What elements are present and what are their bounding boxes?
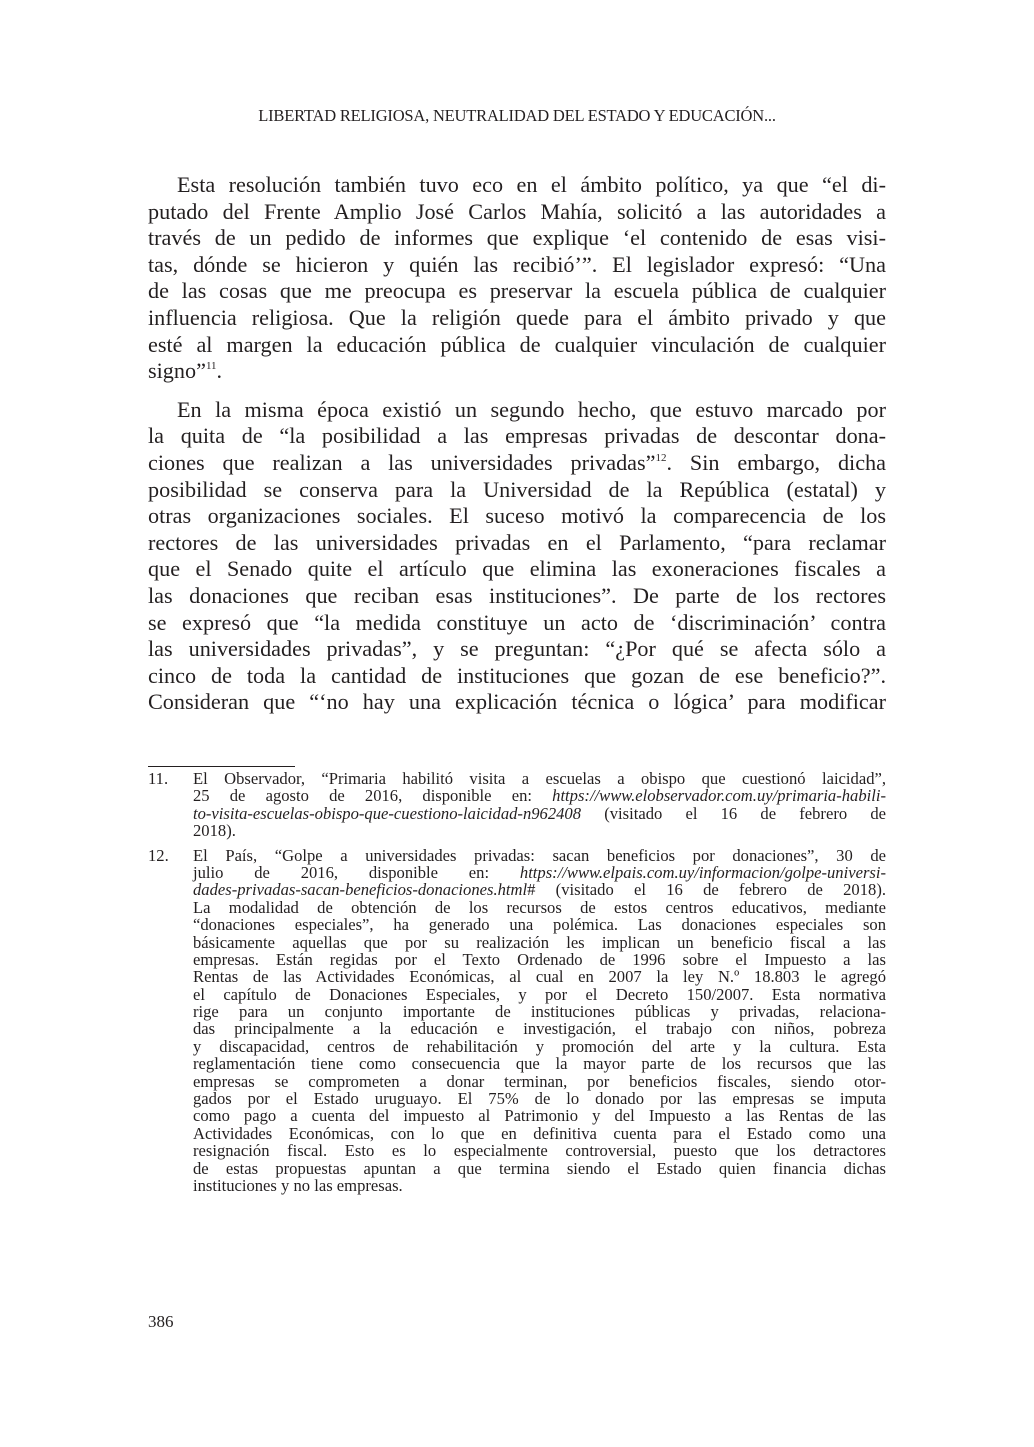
footnote-line: como pago a cuenta del impuesto al Patrimonio y del Impuesto a las Rentas de las [193,1106,886,1126]
footnote-line: y discapacidad, centros de rehabilitación y promoción del arte y la cultura. Esta [193,1036,886,1056]
text-line: de las cosas que me preocupa es preservar la escuela pública de cualquier [148,278,886,304]
text-line: posibilidad se conserva para la Universidad de la República (estatal) y [148,476,886,502]
source-url[interactable]: dades-privadas-sacan-beneficios-donaciones.html [193,880,528,900]
footnote-line: resignación fiscal. Esto es lo especialmente controversial, puesto que los detractores [193,1141,886,1161]
footnote-line: rige para un conjunto importante de instituciones públicas y privadas, relaciona- [193,1002,886,1022]
footnotes [148,770,886,1194]
text-fragment: 25 de agosto de 2016, disponible en: [193,786,553,806]
footnote-line: básicamente aquellas que por su realización les implican un beneficio fiscal a las [193,932,886,952]
text-line: En la misma época existió un segundo hecho, que estuvo marcado por [177,396,886,422]
text-line: cinco de toda la cantidad de instituciones que gozan de ese beneficio?”. [148,662,886,688]
text-line: se expresó que “la medida constituye un acto de ‘discriminación’ contra [148,609,886,635]
footnote-line [193,787,886,804]
text-fragment: ciones que realizan a las universidades privadas” [148,449,656,475]
text-line: las universidades privadas”, y se preguntan: “¿Por qué se afecta sólo a [148,636,886,662]
footnote-11 [148,770,886,840]
footnote-line: gados por el Estado uruguayo. El 75% de lo donado por las empresas se imputa [193,1089,886,1109]
footnote-line: el capítulo de Donaciones Especiales, y por el Decreto 150/2007. Esta normativa [193,984,886,1004]
text-line: Esta resolución también tuvo eco en el ámbito político, ya que “el di- [177,172,886,197]
text-fragment: signo” [148,358,206,384]
text-line: través de un pedido de informes que explique ‘el contenido de esas visi- [148,225,886,251]
text-line: la quita de “la posibilidad a las empresas privadas de descontar dona- [148,423,886,449]
footnote-line: reglamentación tiene como consecuencia que la mayor parte de los recursos que las [193,1054,886,1074]
text-fragment: . Sin embargo, dicha [666,449,886,475]
footnote-number: 11. [148,769,169,788]
footnote-12 [148,847,886,1195]
footnote-line: La modalidad de obtención de los recursos de estos centros educativos, mediante [193,897,886,917]
running-head: LIBERTAD RELIGIOSA, NEUTRALIDAD DEL ESTADO Y EDUCACIÓN... [258,106,776,125]
page-number: 386 [148,1312,174,1331]
text-fragment: . [216,358,223,384]
footnote-ref-11[interactable]: 11 [205,360,217,373]
footnote-ref-12[interactable]: 12 [655,451,667,464]
text-line: influencia religiosa. Que la religión quede para el ámbito privado y que [148,304,886,330]
footnote-line [193,805,886,822]
footnote-line: 2018). [193,821,236,841]
source-url[interactable]: https://www.elpais.com.uy/informacion/golpe-universi- [519,862,886,882]
source-url[interactable]: to-visita-escuelas-obispo-que-cuestiono-laicidad-n962408 [193,803,582,823]
text-line: que el Senado quite el artículo que elimina las exoneraciones fiscales a [148,556,886,582]
text-line: tas, dónde se hicieron y quién las recibió’”. El legislador expresó: “Una [148,251,886,277]
text-line [148,358,886,385]
footnote-separator [148,766,295,767]
paragraph-1 [148,172,886,385]
footnote-line: empresas se comprometen a donar terminan, por beneficios fiscales, siendo otor- [193,1071,886,1091]
footnote-line [193,864,886,881]
text-line [148,450,886,477]
footnote-line: Actividades Económicas, con lo que en definitiva cuenta para el Estado como una [193,1123,886,1143]
footnote-line: empresas. Están regidas por el Texto Ordenado de 1996 sobre el Impuesto a las [193,949,886,969]
text-line: putado del Frente Amplio José Carlos Mahía, solicitó a las autoridades a [148,198,886,224]
text-fragment: (visitado el 16 de febrero de [581,803,886,823]
footnote-line: das principalmente a la educación e investigación, el trabajo con niños, pobreza [193,1019,886,1039]
footnote-line: instituciones y no las empresas. [193,1175,403,1195]
source-url[interactable]: https://www.elobservador.com.uy/primaria-habili- [552,786,886,806]
body-text [148,172,886,716]
footnote-line: El Observador, “Primaria habilitó visita a escuelas a obispo que cuestionó laicidad”, [193,769,886,788]
text-line: las donaciones que reciban esas instituciones”. De parte de los rectores [148,582,886,608]
footnote-line [193,881,886,898]
text-line: Consideran que “‘no hay una explicación técnica o lógica’ para modificar [148,689,886,715]
text-line: esté al margen la educación pública de cualquier vinculación de cualquier [148,331,886,357]
footnote-line: El País, “Golpe a universidades privadas: sacan beneficios por donaciones”, 30 de [193,845,886,865]
text-line: otras organizaciones sociales. El suceso motivó la comparecencia de los [148,503,886,529]
footnote-number: 12. [148,845,169,865]
footnote-line: de estas propuestas apuntan a que termina siendo el Estado quien financia dichas [193,1158,886,1178]
text-fragment: # (visitado el 16 de febrero de 2018). [527,880,886,900]
footnote-line: Rentas de las Actividades Económicas, al cual en 2007 la ley N.º 18.803 le agregó [193,967,886,987]
text-fragment: julio de 2016, disponible en: [193,862,520,882]
paragraph-2 [148,397,886,716]
footnote-line: “donaciones especiales”, ha generado una polémica. Las donaciones especiales son [193,915,886,935]
text-line: rectores de las universidades privadas en el Parlamento, “para reclamar [148,529,886,555]
